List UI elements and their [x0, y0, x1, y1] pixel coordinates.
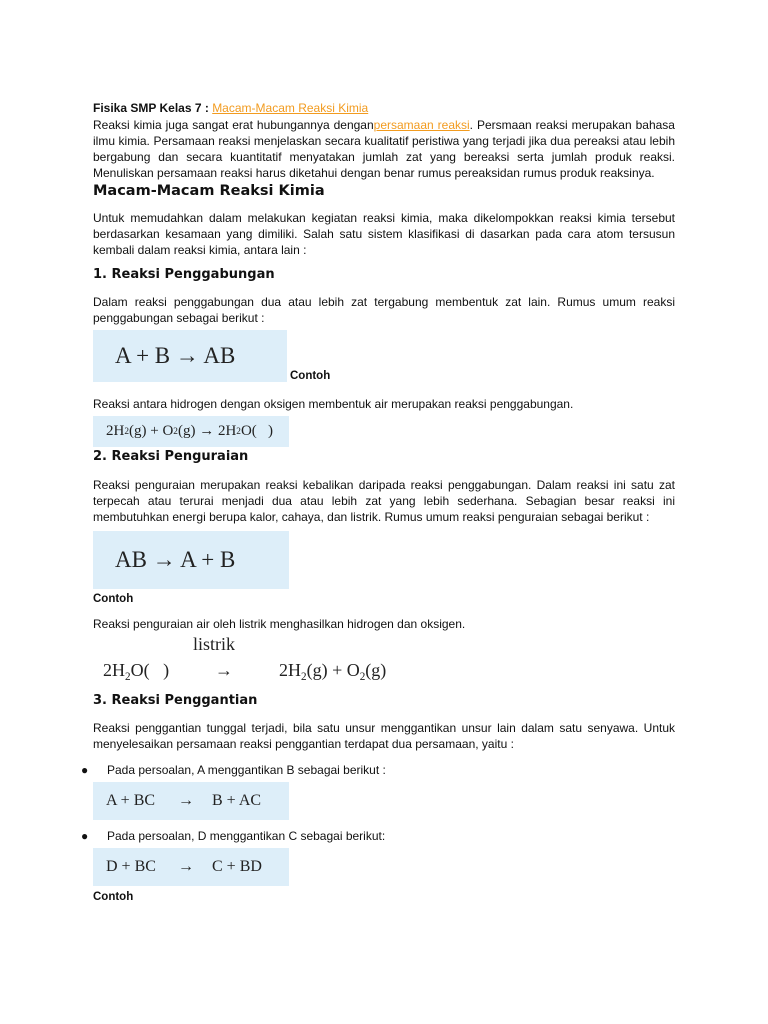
eq-part: 2H: [106, 423, 125, 439]
section1-heading: 1. Reaksi Penggabungan: [93, 267, 275, 282]
bullet-text: Pada persoalan, A menggantikan B sebagai berikut :: [107, 763, 386, 777]
eq-part: B + AC: [212, 792, 262, 809]
main-heading: Macam-Macam Reaksi Kimia: [93, 183, 325, 199]
section1-example-equation: [93, 416, 289, 447]
section1-example-text: Reaksi antara hidrogen dengan oksigen membentuk air merupakan reaksi penggabungan.: [93, 397, 574, 411]
section3-contoh-label: Contoh: [93, 891, 134, 903]
section3-paragraph: Reaksi penggantian tunggal terjadi, bila satu unsur menggantikan unsur lain dalam satu senyawa. Untuk menyelesaikan persamaan reaksi penggantian terdapat dua persamaan, yaitu :: [93, 721, 675, 751]
section3-heading: 3. Reaksi Penggantian: [93, 693, 258, 708]
bullet-text: Pada persoalan, D menggantikan C sebagai berikut:: [107, 829, 386, 843]
eq-part: A + BC: [106, 792, 156, 809]
eq-part: D + BC: [106, 858, 156, 875]
section2-general-equation: AB → A + B: [93, 531, 289, 589]
eq-part: (g) + O: [129, 423, 174, 439]
eq-part: (g) + O: [306, 660, 360, 680]
eq-left-side: [103, 660, 169, 683]
header-title-link[interactable]: Macam-Macam Reaksi Kimia: [212, 101, 369, 115]
section2-example-text: Reaksi penguraian air oleh listrik menghasilkan hidrogen dan oksigen.: [93, 617, 466, 631]
bullet-item: [81, 828, 675, 844]
section2-contoh-label: Contoh: [93, 593, 134, 605]
intro-text-before: Reaksi kimia juga sangat erat hubungannya dengan: [93, 118, 374, 132]
eq-part: O( ): [130, 660, 170, 680]
eq-subscript: 2: [359, 670, 366, 683]
section3-equation-2: [93, 848, 289, 886]
eq-arrow: →: [178, 792, 194, 809]
section2-example-equation: [93, 634, 675, 686]
eq-part: C + BD: [212, 858, 262, 875]
eq-part: (g) → 2H: [177, 423, 237, 439]
eq-part: O( ): [240, 423, 274, 439]
eq-part: 2H: [103, 660, 125, 680]
bullet-item: [81, 762, 675, 778]
section1-contoh-label: Contoh: [290, 370, 331, 382]
section2-paragraph: Reaksi penguraian merupakan reaksi kebalikan daripada reaksi penggabungan. Dalam reaksi ini satu zat terpecah atau terurai menjadi dua atau lebih zat yang lebih sederhana. Sebagian besar reaksi ini membutuhkan energi berupa kalor, cahaya, dan listrik. Rumus umum reaksi penguraian sebagai berikut :: [93, 478, 675, 524]
eq-subscript: 2: [124, 426, 129, 437]
eq-part: (g): [365, 660, 387, 680]
persamaan-reaksi-link[interactable]: persamaan reaksi: [373, 118, 470, 132]
eq-subscript: 2: [125, 670, 131, 683]
header-prefix: Fisika SMP Kelas 7 :: [93, 101, 209, 115]
eq-subscript: 2: [301, 670, 307, 683]
intro-paragraph: [93, 117, 675, 181]
section1-equation-row: [93, 330, 675, 382]
intro-text-after: . Persmaan reaksi merupakan bahasa ilmu kimia. Persamaan reaksi menjelaskan secara kualitatif peristiwa yang terjadi jika dua pereaksi atau lebih bergabung dan secara kuantitatif menyatakan jumlah zat yang bereaksi serta jumlah produk reaksi. Menuliskan persamaan reaksi harus diketahui dengan benar rumus pereaksidan rumus produk reaksinya.: [93, 118, 675, 180]
eq-part: 2H: [279, 660, 301, 680]
eq-arrow: →: [178, 858, 194, 875]
eq-subscript: 2: [173, 426, 178, 437]
eq-subscript: 2: [236, 426, 241, 437]
bullet-icon: ●: [81, 763, 89, 777]
section2-heading: 2. Reaksi Penguraian: [93, 449, 249, 464]
eq-right-side: [279, 660, 386, 683]
document-header: [93, 100, 675, 116]
eq-arrow: →: [215, 660, 233, 680]
main-paragraph: Untuk memudahkan dalam melakukan kegiatan reaksi kimia, maka dikelompokkan reaksi kimia tersebut berdasarkan kesamaan yang dimiliki. Salah satu sistem klasifikasi di dasarkan pada cara atom tersusun kembali dalam reaksi kimia, antara lain :: [93, 211, 675, 257]
eq-condition-listrik: listrik: [193, 634, 236, 654]
section3-equation-1: [93, 782, 289, 820]
section1-general-equation: A + B → AB: [93, 330, 287, 382]
bullet-icon: ●: [81, 829, 89, 843]
section1-paragraph: Dalam reaksi penggabungan dua atau lebih zat tergabung membentuk zat lain. Rumus umum reaksi penggabungan sebagai berikut :: [93, 295, 675, 325]
document-page: [81, 100, 675, 904]
